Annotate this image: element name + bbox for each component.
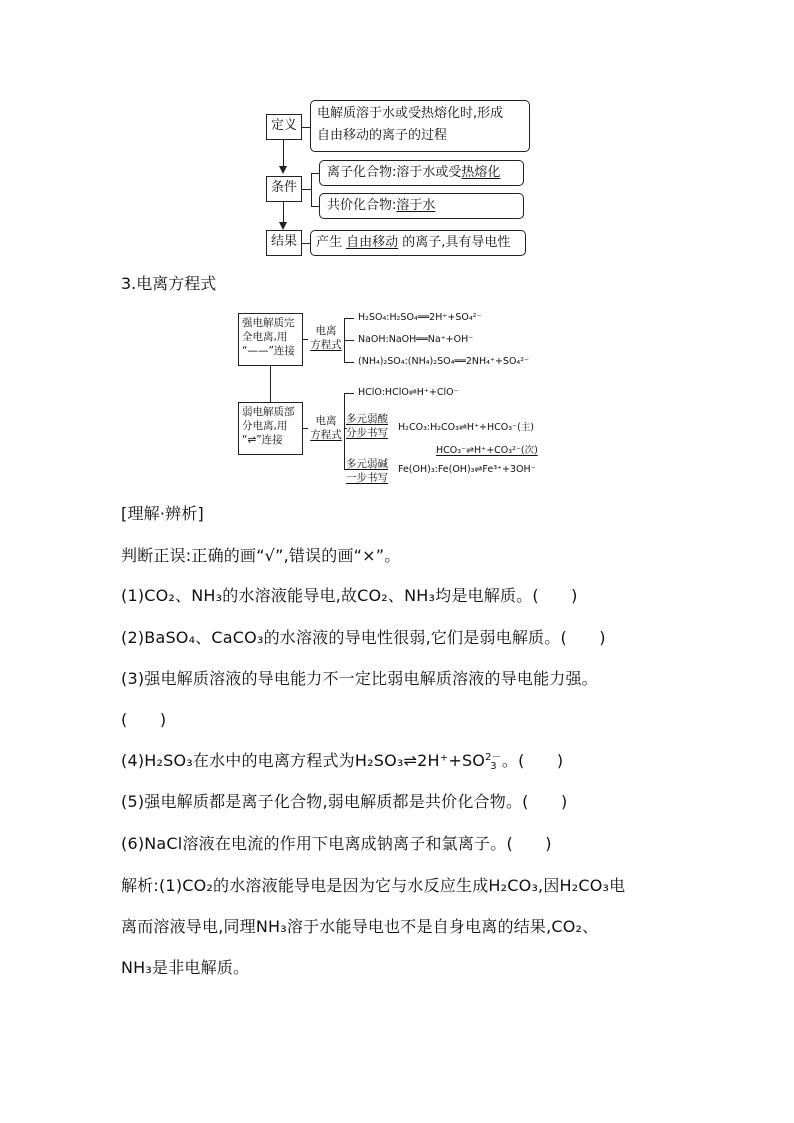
strong-electrolyte-box	[238, 313, 303, 366]
definition-text-line1: 电解质溶于水或受热熔化时,形成	[317, 106, 504, 121]
polybase-label	[346, 457, 388, 485]
analysis-line-3: NH₃是非电解质。	[121, 958, 250, 977]
understand-heading: [理解·辨析]	[121, 504, 204, 523]
weak-eq-label	[308, 414, 344, 442]
polyacid-label-line: 多元弱酸	[346, 413, 388, 425]
fraction-bottom: 3	[490, 760, 497, 772]
question-5: (5)强电解质都是离子化合物,弱电解质都是共价化合物。( )	[121, 792, 568, 811]
question-4	[121, 749, 563, 773]
result-text: 产生	[316, 235, 347, 250]
eq-label-line: 电离	[315, 415, 337, 427]
polybase-label-line: 一步书写	[346, 472, 388, 484]
question-6: (6)NaCl溶液在电流的作用下电离成钠离子和氯离子。( )	[121, 834, 552, 853]
strong-box-line: 全电离,用	[242, 331, 288, 343]
result-underlined: 自由移动	[346, 235, 399, 250]
result-text-box	[310, 230, 526, 256]
strong-box-line: “——”连接	[242, 345, 295, 357]
polyacid-equation-2: HCO₃⁻⇌H⁺+CO₃²⁻(次)	[436, 445, 538, 456]
polybase-label-line: 多元弱碱	[346, 458, 388, 470]
definition-text-box	[310, 100, 530, 152]
strong-eq-label	[308, 324, 344, 352]
result-label: 结果	[270, 234, 297, 249]
covalent-compound-underlined: 溶于水	[396, 198, 436, 213]
analysis-line-2: 离而溶液导电,同理NH₃溶于水能导电也不是自身电离的结果,CO₂、	[121, 917, 599, 936]
weak-box-line: 分电离,用	[242, 420, 288, 432]
down-arrow-icon	[279, 166, 287, 174]
question-1: (1)CO₂、NH₃的水溶液能导电,故CO₂、NH₃均是电解质。( )	[121, 586, 578, 605]
strong-equation-2: NaOH:NaOH══Na⁺+OH⁻	[358, 334, 474, 345]
down-arrow-icon	[279, 222, 287, 230]
polyacid-equation-1: H₂CO₃:H₂CO₃⇌H⁺+HCO₃⁻(主)	[398, 422, 535, 433]
question-2: (2)BaSO₄、CaCO₃的水溶液的导电性很弱,它们是弱电解质。( )	[121, 628, 606, 647]
weak-electrolyte-box	[238, 402, 303, 455]
question-4-text: (4)H₂SO₃在水中的电离方程式为H₂SO₃⇌2H⁺+SO	[121, 751, 486, 770]
weak-box-line: 弱电解质部	[242, 406, 295, 418]
ionic-compound-box	[319, 160, 524, 186]
strong-box-line: 强电解质完	[242, 317, 295, 329]
instruction-text: 判断正误:正确的画“√”,错误的画“×”。	[121, 546, 401, 565]
definition-text-line2: 自由移动的离子的过程	[317, 128, 448, 143]
covalent-compound-text: 共价化合物:	[327, 198, 397, 213]
strong-equation-1: H₂SO₄:H₂SO₄══2H⁺+SO₄²⁻	[358, 312, 482, 323]
analysis-line-1: 解析:(1)CO₂的水溶液能导电是因为它与水反应生成H₂CO₃,因H₂CO₃电	[121, 876, 626, 895]
question-4-tail: 。( )	[501, 751, 564, 770]
weak-box-line: “⇌”连接	[242, 434, 283, 446]
covalent-compound-box	[319, 193, 524, 219]
eq-label-line: 方程式	[310, 429, 342, 441]
fraction-top: 2－	[485, 751, 502, 763]
strong-equation-3: (NH₄)₂SO₄:(NH₄)₂SO₄══2NH₄⁺+SO₄²⁻	[358, 356, 530, 367]
question-3: (3)强电解质溶液的导电能力不一定比弱电解质溶液的导电能力强。	[121, 669, 598, 688]
definition-label: 定义	[270, 118, 297, 133]
ionic-compound-underlined: 热熔化	[461, 165, 501, 180]
definition-label-box	[266, 114, 302, 140]
result-label-box	[266, 230, 302, 256]
section-heading: 3.电离方程式	[121, 274, 217, 293]
polyacid-label	[346, 412, 388, 440]
ionic-compound-text: 离子化合物:溶于水或受	[327, 165, 462, 180]
condition-label: 条件	[270, 180, 297, 195]
polybase-equation: Fe(OH)₃:Fe(OH)₃⇌Fe³⁺+3OH⁻	[398, 464, 536, 475]
eq-label-line: 电离	[315, 325, 337, 337]
result-text-suffix: 的离子,具有导电性	[398, 235, 511, 250]
condition-label-box	[266, 176, 302, 202]
weak-equation-1: HClO:HClO⇌H⁺+ClO⁻	[358, 387, 459, 398]
question-3-bracket: ( )	[121, 710, 167, 729]
polyacid-label-line: 分步书写	[346, 427, 388, 439]
sulfite-charge-fraction	[485, 753, 502, 771]
eq-label-line: 方程式	[310, 339, 342, 351]
